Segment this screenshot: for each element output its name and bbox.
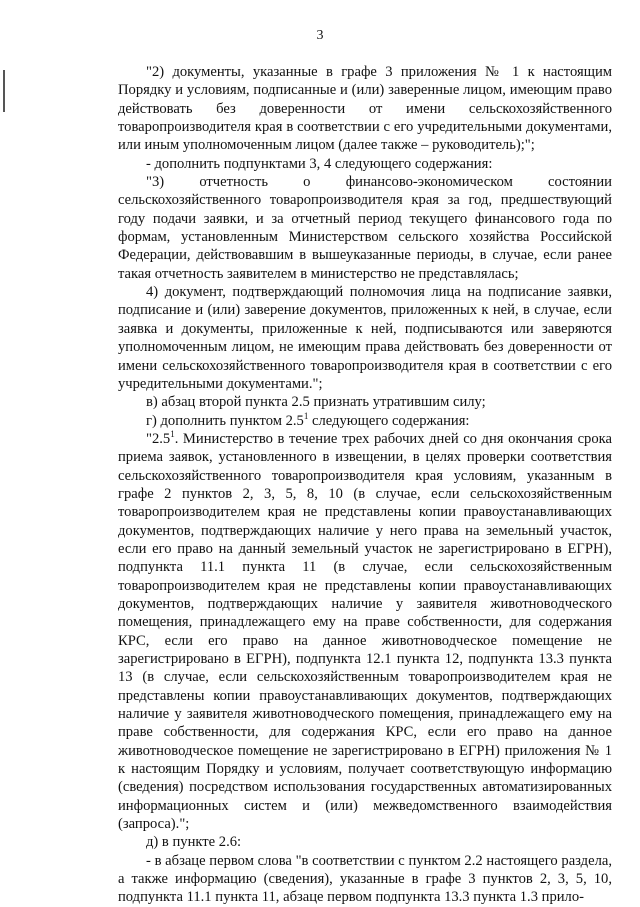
superscript: 1 <box>170 429 175 440</box>
paragraph-subitem-3: "3) отчетность о финансово-экономическом состоянии сельскохозяйственного товаропроизводителя края за год, предшествующий году подачи заявки, и за отчетный период текущего финансового года по формам, установленным Министерством сельского хозяйства Российской Федерации, действовавшим в вышеуказанные периоды, в случае, если ранее такая отчетность заявителем в министерство не представлялась; <box>118 174 612 282</box>
paragraph-subitem-2: "2) документы, указанные в графе 3 приложения № 1 к настоящим Порядку и условиям, подписанные и (или) заверенные лицом, имеющим право действовать без доверенности от имени сельскохозяйственного товаропроизводителя края в соответствии с его учредительными документами, или иным уполномоченным лицом (далее также – руководитель);"; <box>118 64 612 154</box>
item-g-text-end: следующего содержания: <box>308 412 470 429</box>
paragraph-item-g <box>118 412 612 430</box>
clause-number: "2.5 <box>146 430 171 447</box>
paragraph-item-v: в) абзац второй пункта 2.5 признать утратившим силу; <box>146 394 486 411</box>
page-number: 3 <box>316 28 324 43</box>
document-body <box>118 63 612 907</box>
item-g-text-start: г) дополнить пунктом 2.5 <box>146 412 304 429</box>
clause-text: . Министерство в течение трех рабочих дней со дня окончания срока приема заявок, установленного в извещении, в целях проверки соответствия сельскохозяйственного товаропроизводителя края условиям, указанным в графе 2 пунктов 2, 3, 5, 8, 10 (в случае, если сельскохозяйственным товаропроизводителем края не представлены копии правоустанавливающих документов, подтверждающих наличие у него права на земельный участок, если его право на данный земельный участок не зарегистрировано в ЕГРН), подпункта 11.1 пункта 11 (в случае, если сельскохозяйственным товаропроизводителем края не представлены копии правоустанавливающих документов, подтверждающих наличие у заявителя животноводческого помещения, принадлежащего ему на праве собственности, для содержания КРС, если его право на данное животноводческое помещение не зарегистрировано в ЕГРН), подпункта 12.1 пункта 12, подпункта 13.3 пункта 13 (в случае, если сельскохозяйственным товаропроизводителем края не представлены копии правоустанавливающих документов, подтверждающих наличие у заявителя животноводческого помещения, принадлежащего ему на праве собственности, для содержания КРС, если его право на данное животноводческое помещение не зарегистрировано в ЕГРН) приложения № 1 к настоящим Порядку и условиям, получает соответствующую информацию (сведения) посредством использования государственных автоматизированных информационных систем и (или) межведомственного взаимодействия (запроса)."; <box>118 430 612 833</box>
paragraph-add-subitems: - дополнить подпунктами 3, 4 следующего содержания: <box>146 155 493 172</box>
superscript: 1 <box>303 410 309 421</box>
paragraph-clause-2-5-1 <box>118 430 612 834</box>
paragraph-subitem-4: 4) документ, подтверждающий полномочия лица на подписание заявки, подписание и (или) заверение документов, приложенных к ней, в случае, если заявка и документы, приложенные к ней, подписываются или заверяются уполномоченным лицом, не имеющим права действовать без доверенности от имени сельскохозяйственного товаропроизводителя края в соответствии с его учредительными документами."; <box>118 284 612 392</box>
paragraph-item-d: д) в пункте 2.6: <box>146 834 242 851</box>
margin-mark <box>3 70 5 112</box>
paragraph-first-abzac: - в абзаце первом слова "в соответствии с пунктом 2.2 настоящего раздела, а также информацию (сведения), указанные в графе 3 пунктов 2, 3, 5, 10, подпункта 11.1 пункта 11, абзаце первом подпункта 13.3 пункта 1.3 прило- <box>118 852 612 906</box>
